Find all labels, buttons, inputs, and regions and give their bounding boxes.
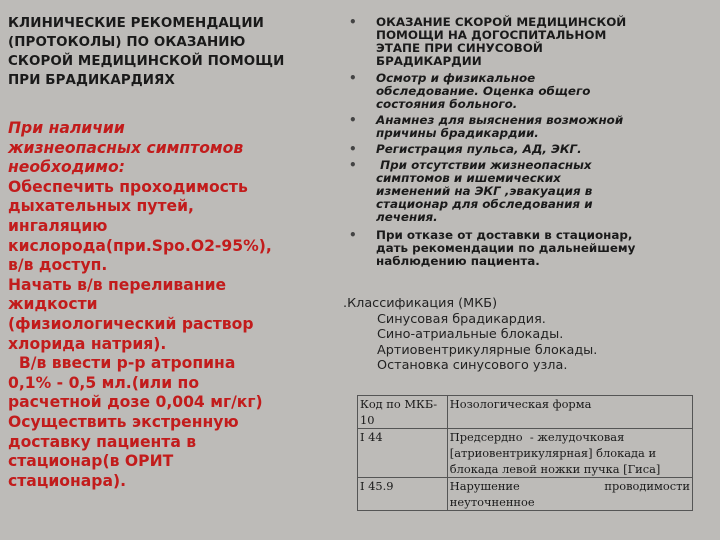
list-item-line: ПОМОЩИ НА ДОГОСПИТАЛЬНОМ xyxy=(376,28,607,42)
classification-item: Синусовая брадикардия. xyxy=(377,311,546,327)
icd-code: I 44 xyxy=(360,430,383,444)
form-line: [атриовентрикулярная] блокада и xyxy=(449,446,657,460)
form-word: проводимости xyxy=(604,479,690,493)
instruction-line: 0,1% - 0,5 мл.(или по xyxy=(8,373,200,392)
instruction-line: Осуществить экстренную xyxy=(8,412,239,431)
classification-item: Остановка синусового узла. xyxy=(377,358,568,374)
instruction-line: расчетной дозе 0,004 мг/кг) xyxy=(8,393,263,412)
instruction-line: стационара). xyxy=(8,471,127,490)
table-header-cell xyxy=(447,396,692,429)
instruction-line: Начать в/в переливание xyxy=(8,275,227,294)
nosology-table xyxy=(357,395,693,511)
header-form: Нозологическая форма xyxy=(449,397,592,411)
table-row xyxy=(358,478,693,511)
instruction-line: жизнеопасных симптомов xyxy=(8,138,244,157)
list-item xyxy=(349,16,709,68)
title-line: СКОРОЙ МЕДИЦИНСКОЙ ПОМОЩИ xyxy=(8,54,285,69)
form-line: Предсердно - желудочковая xyxy=(449,430,625,444)
title-line: ПРИ БРАДИКАРДИЯХ xyxy=(8,73,175,88)
list-item xyxy=(349,229,709,268)
list-item-line: БРАДИКАРДИИ xyxy=(376,54,482,68)
table-header-cell xyxy=(358,396,448,429)
instruction-line: ингаляцию xyxy=(8,216,108,235)
form-line: блокада левой ножки пучка [Гиса] xyxy=(449,462,661,476)
table-cell xyxy=(447,429,692,478)
title-line: КЛИНИЧЕСКИЕ РЕКОМЕНДАЦИИ xyxy=(8,16,264,31)
table-cell xyxy=(447,478,692,511)
form-line: неуточненное xyxy=(449,495,535,509)
instruction-line: (физиологический раствор xyxy=(8,314,254,333)
instruction-line: хлорида натрия). xyxy=(8,334,167,353)
list-item-line: наблюдению пациента. xyxy=(376,254,540,268)
instruction-line: кислорода(при.Spo.O2-95%), xyxy=(8,236,272,255)
list-item-line: причины брадикардии. xyxy=(376,126,539,140)
header-code-line: Код по МКБ- xyxy=(360,397,438,411)
instruction-line: Обеспечить проходимость xyxy=(8,177,248,196)
emergency-instructions xyxy=(8,119,338,491)
list-item-line: ЭТАПЕ ПРИ СИНУСОВОЙ xyxy=(376,41,543,55)
instruction-line: необходимо: xyxy=(8,158,125,177)
list-item-line: ОКАЗАНИЕ СКОРОЙ МЕДИЦИНСКОЙ xyxy=(376,15,627,29)
table-header-row xyxy=(358,396,693,429)
slide-title xyxy=(8,14,338,90)
list-item xyxy=(349,72,709,111)
bullet-icon: • xyxy=(349,113,357,127)
bullet-icon: • xyxy=(349,15,357,29)
instruction-line: доставку пациента в xyxy=(8,432,197,451)
list-item-line: дать рекомендации по дальнейшему xyxy=(376,241,636,255)
instruction-line: дыхательных путей, xyxy=(8,197,194,216)
table-row xyxy=(358,429,693,478)
classification-heading: .Классификация (МКБ) xyxy=(343,296,498,311)
table-cell xyxy=(358,429,448,478)
bullet-icon: • xyxy=(349,158,357,172)
classification-item: Сино-атриальные блокады. xyxy=(377,327,564,343)
list-item-line: симптомов и ишемических xyxy=(376,171,561,185)
instruction-line: В/в ввести р-р атропина xyxy=(8,354,236,373)
bullet-icon: • xyxy=(349,228,357,242)
list-item xyxy=(349,143,709,156)
list-item-line: Регистрация пульса, АД, ЭКГ. xyxy=(376,142,582,156)
bullet-icon: • xyxy=(349,142,357,156)
instruction-line: стационар(в ОРИТ xyxy=(8,452,174,471)
list-item-line: лечения. xyxy=(376,210,438,224)
list-item xyxy=(349,114,709,140)
header-code-line: 10 xyxy=(360,413,375,427)
title-line: (ПРОТОКОЛЫ) ПО ОКАЗАНИЮ xyxy=(8,35,246,50)
list-item xyxy=(349,159,709,224)
list-item-line: обследование. Оценка общего xyxy=(376,84,591,98)
form-word: Нарушение xyxy=(449,479,520,493)
care-steps-list xyxy=(349,16,709,268)
list-item-line: При отсутствии жизнеопасных xyxy=(376,158,592,172)
classification-item: Артиовентрикулярные блокады. xyxy=(377,342,598,358)
instruction-line: в/в доступ. xyxy=(8,256,108,275)
instruction-line: жидкости xyxy=(8,295,98,314)
list-item-line: Осмотр и физикальное xyxy=(376,71,536,85)
icd-code: I 45.9 xyxy=(360,479,394,493)
list-item-line: состояния больного. xyxy=(376,97,518,111)
list-item-line: При отказе от доставки в стационар, xyxy=(376,228,633,242)
table-cell xyxy=(358,478,448,511)
list-item-line: изменений на ЭКГ ,эвакуация в xyxy=(376,184,593,198)
classification-block xyxy=(343,296,713,374)
instruction-line: При наличии xyxy=(8,119,125,137)
bullet-icon: • xyxy=(349,71,357,85)
list-item-line: Анамнез для выяснения возможной xyxy=(376,113,624,127)
list-item-line: стационар для обследования и xyxy=(376,197,593,211)
